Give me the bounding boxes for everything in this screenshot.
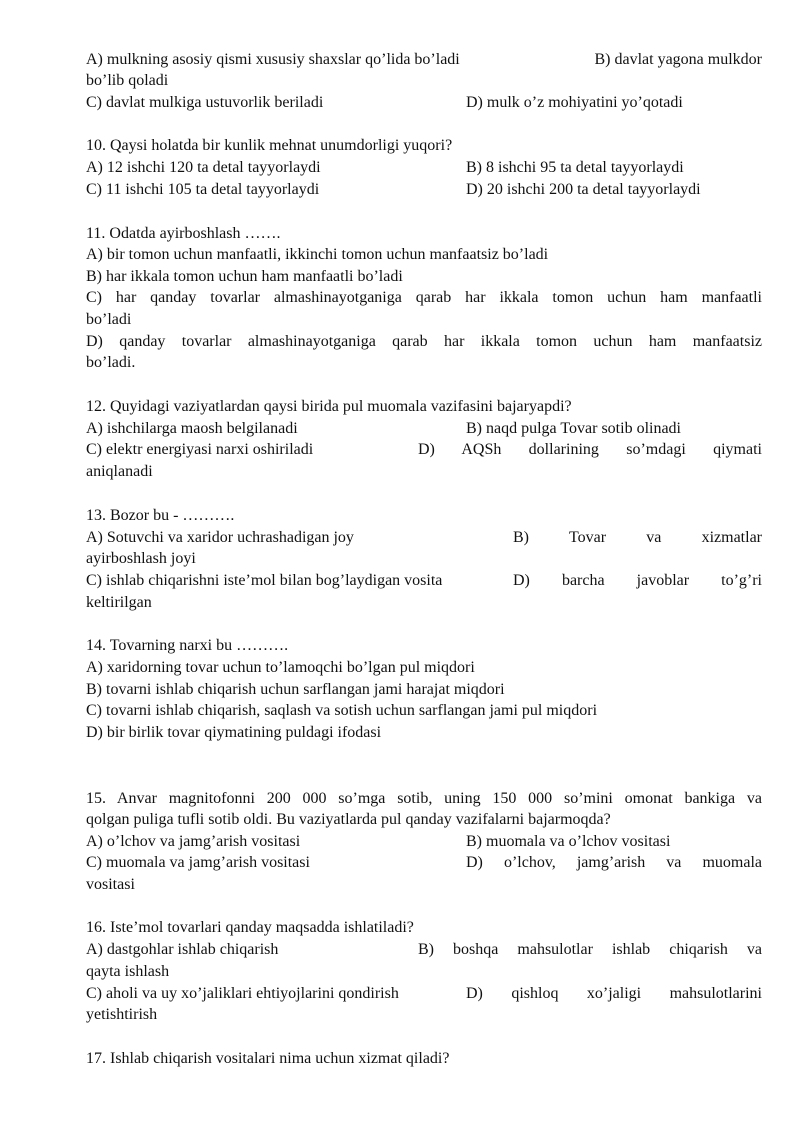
q16-option-b-cont: qayta ishlash <box>86 963 170 980</box>
q10-option-c: C) 11 ishchi 105 ta detal tayyorlaydi <box>86 181 320 198</box>
q15-question-cont: qolgan puliga tufli sotib oldi. Bu vaziyatlarda pul qanday vazifalarni bajarmoqda? <box>86 811 611 828</box>
q15-option-d-cont: vositasi <box>86 876 135 893</box>
q9-option-c: C) davlat mulkiga ustuvorlik beriladi <box>86 94 324 111</box>
q11-option-b: B) har ikkala tomon uchun ham manfaatli bo’ladi <box>86 268 403 285</box>
q15-option-d: D) o’lchov, jamg’arish va muomala <box>466 854 762 871</box>
q11-option-d: D) qanday tovarlar almashinayotganiga qarab har ikkala tomon uchun ham manfaatsiz <box>86 333 762 350</box>
q10-question: 10. Qaysi holatda bir kunlik mehnat unumdorligi yuqori? <box>86 137 453 154</box>
q15-question: 15. Anvar magnitofonni 200 000 so’mga sotib, uning 150 000 so’mini omonat bankiga va <box>86 790 762 807</box>
q11-option-c: C) har qanday tovarlar almashinayotganiga qarab har ikkala tomon uchun ham manfaatli <box>86 289 762 306</box>
q14-question: 14. Tovarning narxi bu ………. <box>86 637 289 654</box>
q12-option-d-cont: aniqlanadi <box>86 463 153 480</box>
q13-question: 13. Bozor bu - ………. <box>86 507 235 524</box>
q13-option-b: B) Tovar va xizmatlar <box>513 529 762 546</box>
q11-option-a: A) bir tomon uchun manfaatli, ikkinchi tomon uchun manfaatsiz bo’ladi <box>86 246 549 263</box>
q15-option-b: B) muomala va o’lchov vositasi <box>466 833 671 850</box>
q11-option-d-cont: bo’ladi. <box>86 354 136 371</box>
q13-option-d-cont: keltirilgan <box>86 594 152 611</box>
q9-option-b-cont: bo’lib qoladi <box>86 72 169 89</box>
q12-option-d: D) AQSh dollarining so’mdagi qiymati <box>418 441 762 458</box>
q15-option-c: C) muomala va jamg’arish vositasi <box>86 854 310 871</box>
q16-option-a: A) dastgohlar ishlab chiqarish <box>86 941 279 958</box>
q11-option-c-cont: bo’ladi <box>86 311 132 328</box>
q13-option-a: A) Sotuvchi va xaridor uchrashadigan joy <box>86 529 354 546</box>
q10-option-d: D) 20 ishchi 200 ta detal tayyorlaydi <box>466 181 701 198</box>
q16-option-c: C) aholi va uy xo’jaliklari ehtiyojlarini qondirish <box>86 985 399 1002</box>
q14-option-d: D) bir birlik tovar qiymatining puldagi ifodasi <box>86 724 382 741</box>
q16-question: 16. Iste’mol tovarlari qanday maqsadda ishlatiladi? <box>86 919 414 936</box>
q9-option-d: D) mulk o’z mohiyatini yo’qotadi <box>466 94 683 111</box>
q12-option-a: A) ishchilarga maosh belgilanadi <box>86 420 298 437</box>
q10-option-a: A) 12 ishchi 120 ta detal tayyorlaydi <box>86 159 321 176</box>
q12-option-b: B) naqd pulga Tovar sotib olinadi <box>466 420 681 437</box>
q12-question: 12. Quyidagi vaziyatlardan qaysi birida pul muomala vazifasini bajaryapdi? <box>86 398 572 415</box>
q10-option-b: B) 8 ishchi 95 ta detal tayyorlaydi <box>466 159 684 176</box>
q9-option-b: B) davlat yagona mulkdor <box>594 51 762 68</box>
q11-question: 11. Odatda ayirboshlash ……. <box>86 225 281 242</box>
q14-option-a: A) xaridorning tovar uchun to’lamoqchi bo’lgan pul miqdori <box>86 659 475 676</box>
q13-option-d: D) barcha javoblar to’g’ri <box>513 572 762 589</box>
q13-option-b-cont: ayirboshlash joyi <box>86 550 196 567</box>
q16-option-b: B) boshqa mahsulotlar ishlab chiqarish va <box>418 941 762 958</box>
q17-question: 17. Ishlab chiqarish vositalari nima uchun xizmat qiladi? <box>86 1050 450 1067</box>
q14-option-c: C) tovarni ishlab chiqarish, saqlash va sotish uchun sarflangan jami pul miqdori <box>86 702 598 719</box>
q9-option-a: A) mulkning asosiy qismi xususiy shaxslar qo’lida bo’ladi <box>86 51 460 68</box>
q15-option-a: A) o’lchov va jamg’arish vositasi <box>86 833 301 850</box>
q16-option-d: D) qishloq xo’jaligi mahsulotlarini <box>466 985 762 1002</box>
q13-option-c: C) ishlab chiqarishni iste’mol bilan bog’laydigan vosita <box>86 572 443 589</box>
q14-option-b: B) tovarni ishlab chiqarish uchun sarflangan jami harajat miqdori <box>86 681 505 698</box>
q16-option-d-cont: yetishtirish <box>86 1006 158 1023</box>
q12-option-c: C) elektr energiyasi narxi oshiriladi <box>86 441 314 458</box>
